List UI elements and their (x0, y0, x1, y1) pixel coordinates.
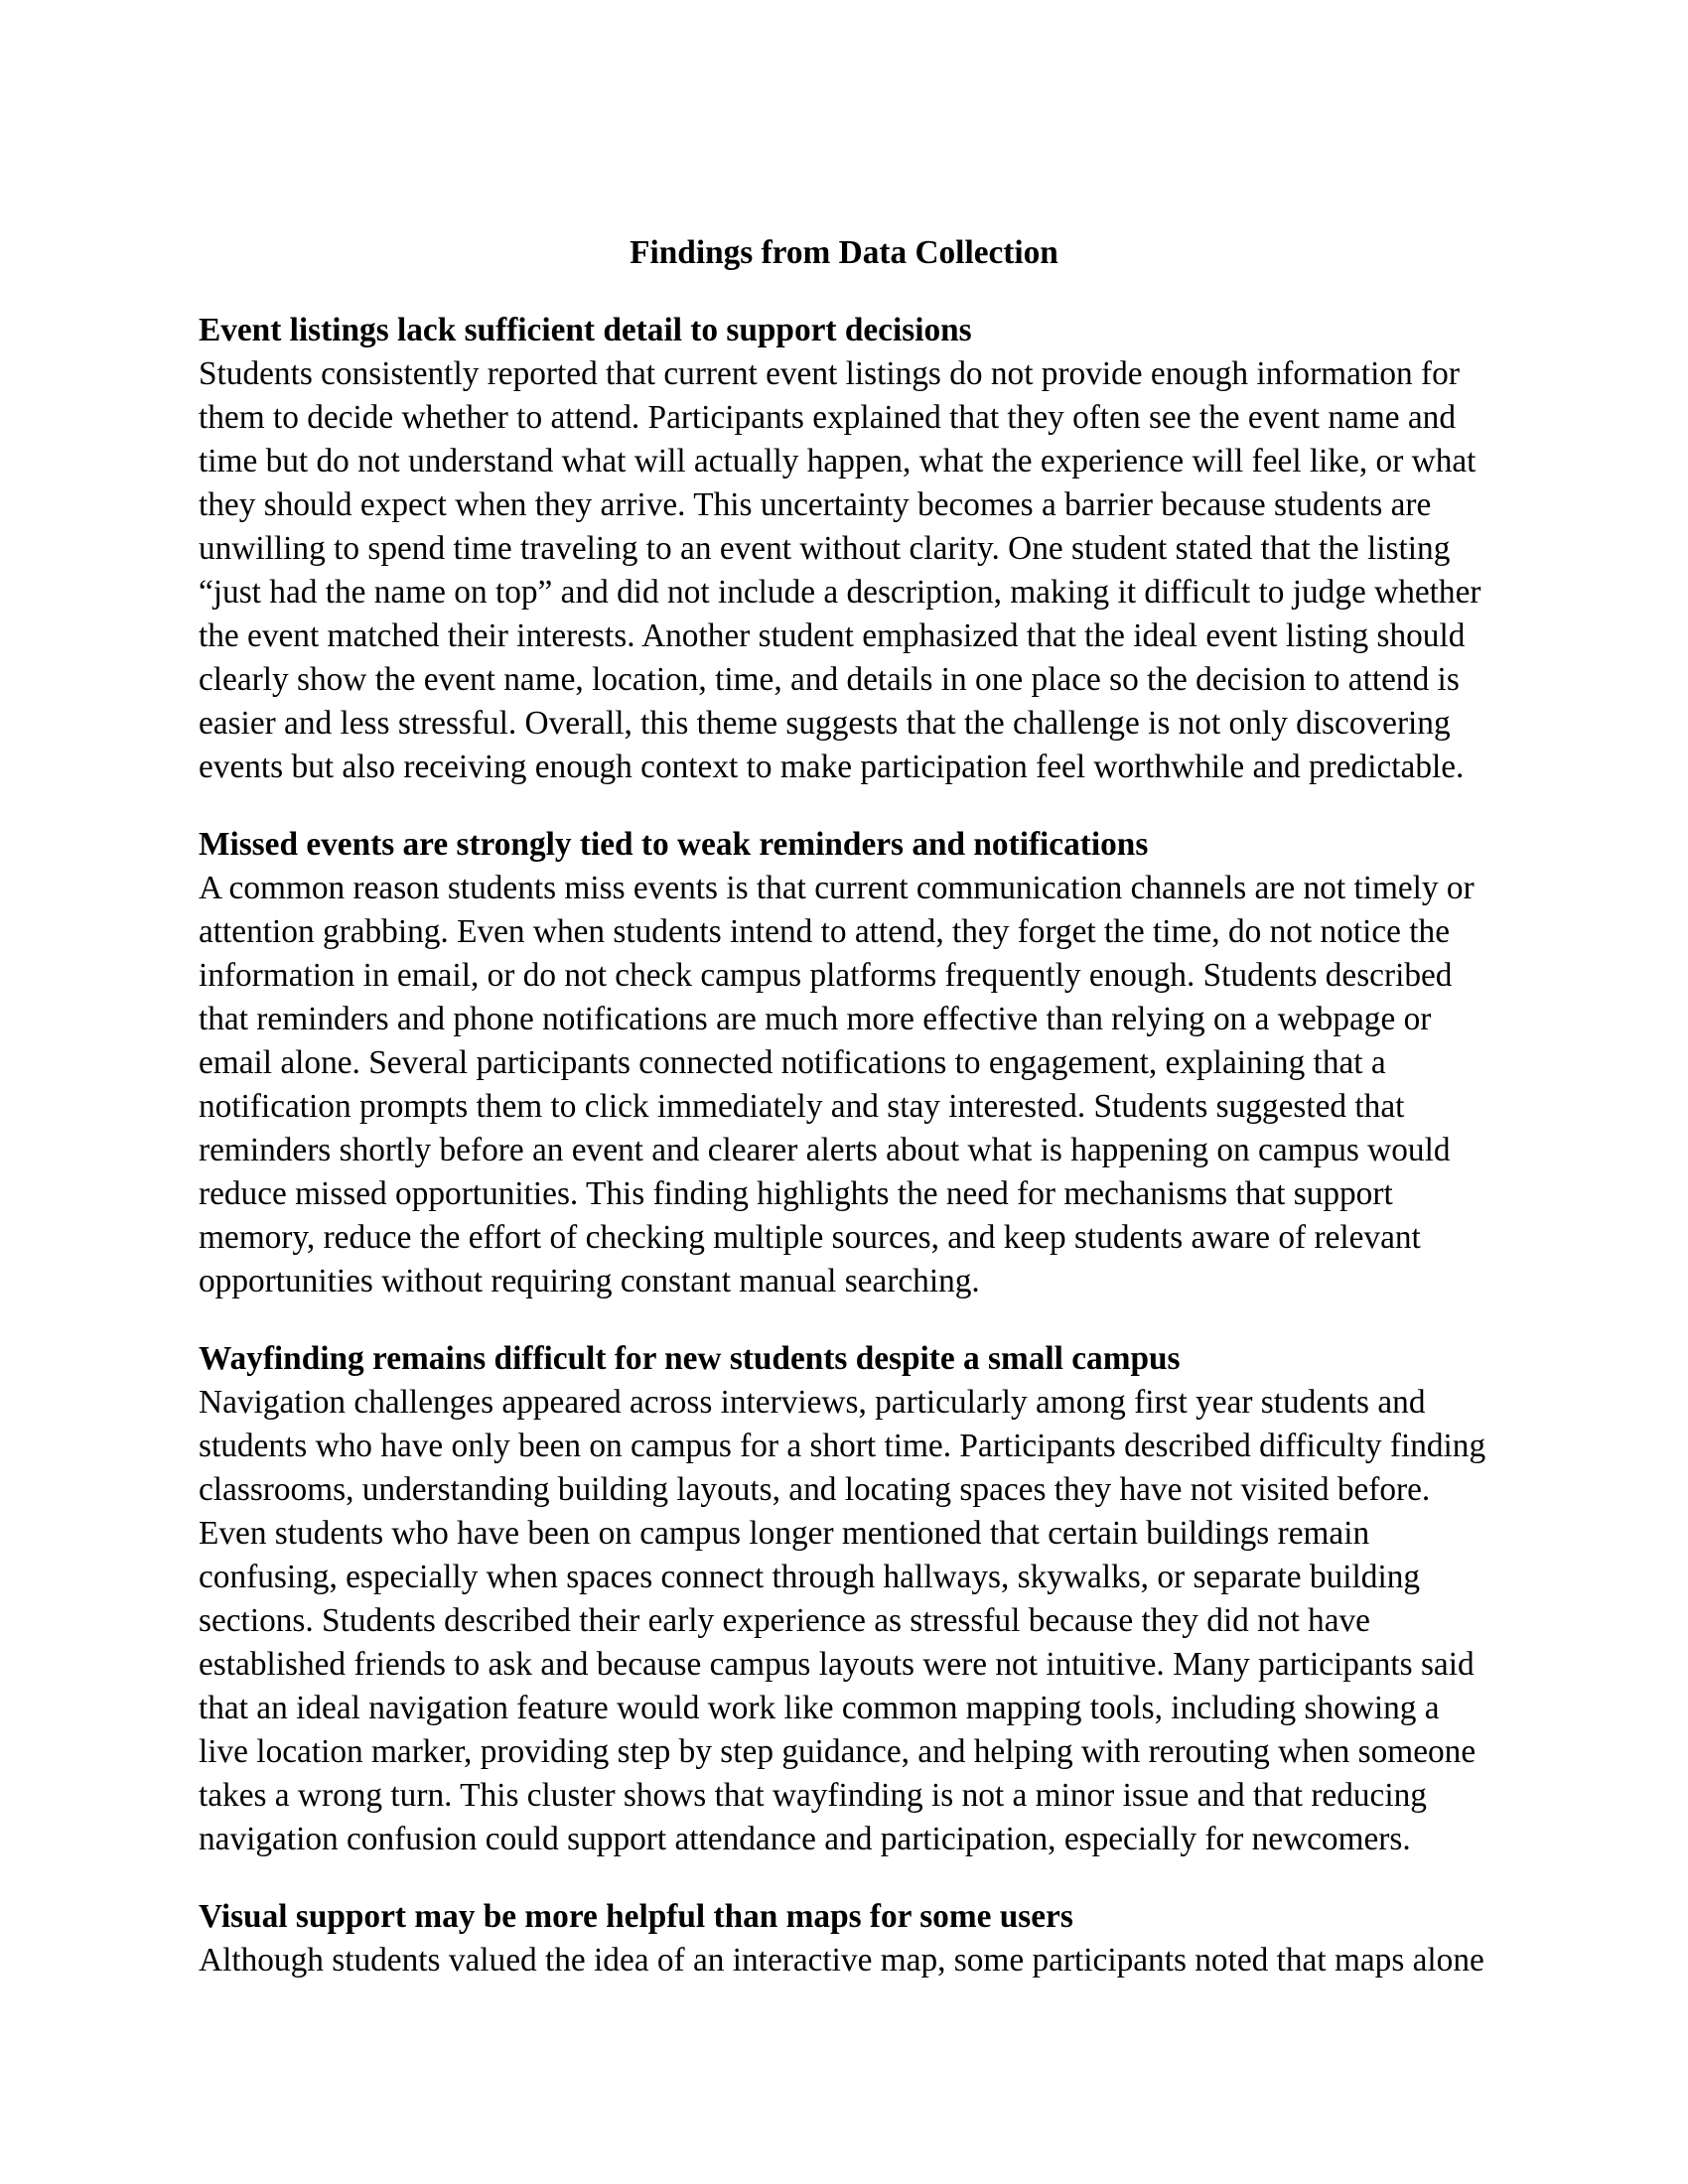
finding-section-event-listings (199, 309, 1489, 789)
section-heading: Event listings lack sufficient detail to support decisions (199, 312, 972, 348)
paragraph-line: established friends to ask and because campus layouts were not intuitive. Many participants said (199, 1646, 1475, 1683)
paragraph-line: navigation confusion could support attendance and participation, especially for newcomers. (199, 1821, 1411, 1857)
paragraph-line: Although students valued the idea of an interactive map, some participants noted that maps alone (199, 1942, 1484, 1979)
section-heading: Wayfinding remains difficult for new students despite a small campus (199, 1340, 1181, 1377)
page-title: Findings from Data Collection (630, 234, 1058, 271)
paragraph-line: email alone. Several participants connected notifications to engagement, explaining that a (199, 1044, 1386, 1081)
paragraph-line: that reminders and phone notifications are much more effective than relying on a webpage or (199, 1001, 1432, 1037)
paragraph-line: events but also receiving enough context to make participation feel worthwhile and predictable. (199, 749, 1465, 785)
paragraph-line: reminders shortly before an event and clearer alerts about what is happening on campus would (199, 1132, 1451, 1168)
section-heading: Visual support may be more helpful than maps for some users (199, 1898, 1073, 1935)
paragraph-line: information in email, or do not check campus platforms frequently enough. Students described (199, 957, 1453, 994)
paragraph-line: Students consistently reported that current event listings do not provide enough information for (199, 355, 1460, 392)
paragraph-line: they should expect when they arrive. This uncertainty becomes a barrier because students are (199, 486, 1432, 523)
paragraph-line: opportunities without requiring constant manual searching. (199, 1263, 980, 1299)
paragraph-line: clearly show the event name, location, time, and details in one place so the decision to attend is (199, 661, 1460, 698)
paragraph-line: “just had the name on top” and did not include a description, making it difficult to judge whether (199, 574, 1481, 611)
paragraph-line: A common reason students miss events is that current communication channels are not timely or (199, 870, 1475, 906)
paragraph-line: notification prompts them to click immediately and stay interested. Students suggested that (199, 1088, 1405, 1125)
paragraph-line: attention grabbing. Even when students intend to attend, they forget the time, do not notice the (199, 913, 1451, 950)
paragraph-line: sections. Students described their early experience as stressful because they did not have (199, 1602, 1370, 1639)
finding-section-missed-events (199, 823, 1489, 1303)
paragraph-line: takes a wrong turn. This cluster shows that wayfinding is not a minor issue and that reducing (199, 1777, 1427, 1814)
document-page (199, 231, 1489, 1982)
paragraph-line: the event matched their interests. Another student emphasized that the ideal event listing should (199, 617, 1466, 654)
paragraph-line: Even students who have been on campus longer mentioned that certain buildings remain (199, 1515, 1370, 1552)
paragraph-line: classrooms, understanding building layouts, and locating spaces they have not visited before. (199, 1471, 1431, 1508)
paragraph-line: reduce missed opportunities. This finding highlights the need for mechanisms that support (199, 1175, 1393, 1212)
paragraph-line: that an ideal navigation feature would work like common mapping tools, including showing a (199, 1690, 1440, 1726)
paragraph-line: them to decide whether to attend. Participants explained that they often see the event name and (199, 399, 1457, 436)
finding-section-wayfinding (199, 1337, 1489, 1861)
paragraph-line: time but do not understand what will actually happen, what the experience will feel like, or what (199, 443, 1477, 479)
paragraph-line: Navigation challenges appeared across interviews, particularly among first year students and (199, 1384, 1426, 1421)
paragraph-line: confusing, especially when spaces connect through hallways, skywalks, or separate building (199, 1559, 1421, 1595)
finding-section-visual-support (199, 1895, 1489, 1982)
paragraph-line: memory, reduce the effort of checking multiple sources, and keep students aware of relevant (199, 1219, 1421, 1256)
paragraph-line: easier and less stressful. Overall, this theme suggests that the challenge is not only discovering (199, 705, 1451, 742)
paragraph-line: students who have only been on campus for a short time. Participants described difficulty finding (199, 1428, 1486, 1464)
section-heading: Missed events are strongly tied to weak reminders and notifications (199, 826, 1149, 863)
paragraph-line: live location marker, providing step by step guidance, and helping with rerouting when someone (199, 1733, 1477, 1770)
paragraph-line: unwilling to spend time traveling to an event without clarity. One student stated that the listing (199, 530, 1451, 567)
